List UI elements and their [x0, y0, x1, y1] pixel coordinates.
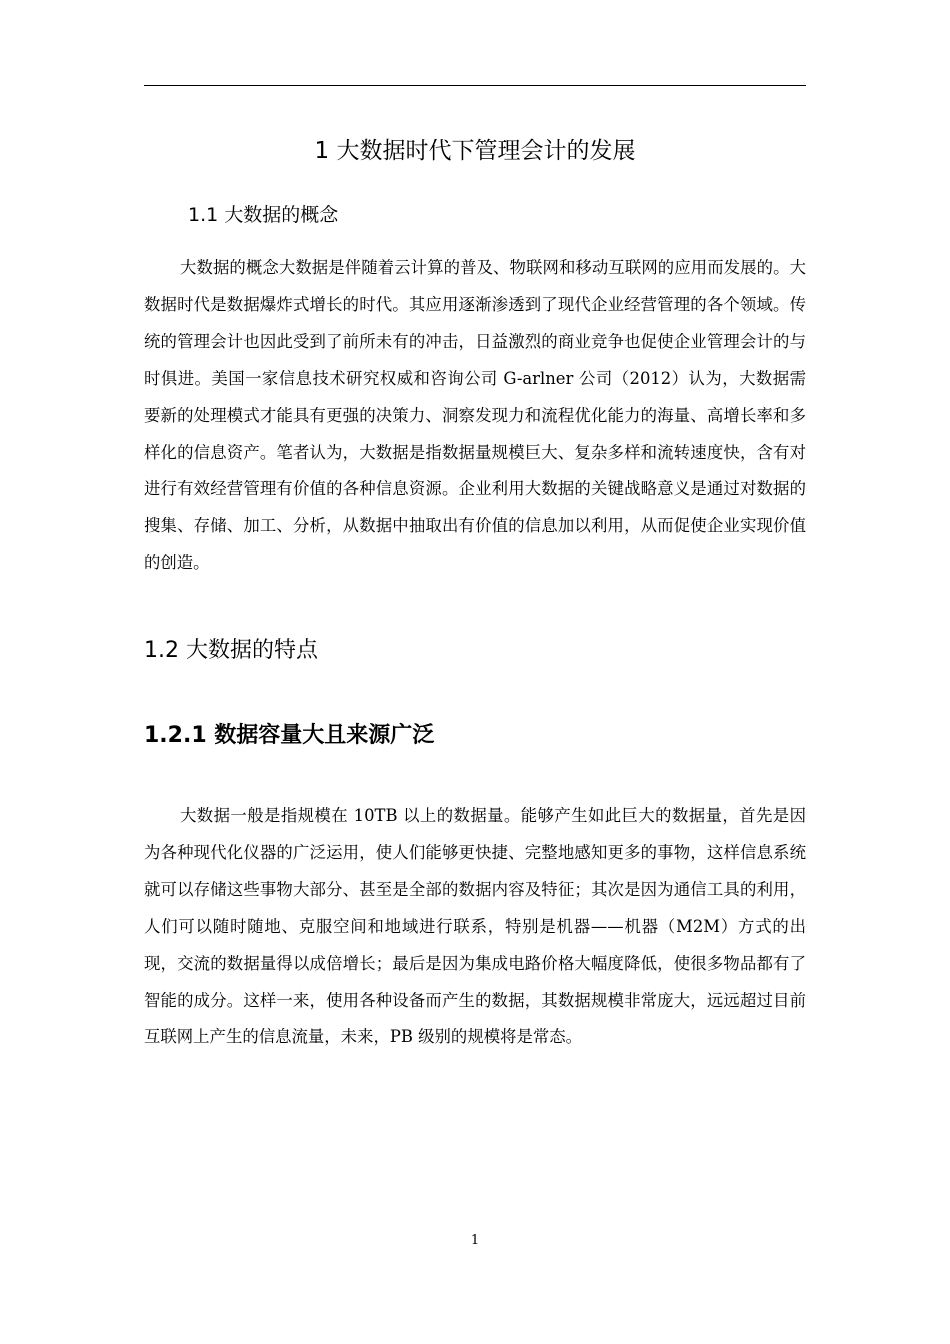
section-1-2-1-body: 大数据一般是指规模在 10TB 以上的数据量。能够产生如此巨大的数据量，首先是因为各种现代化仪器的广泛运用，使人们能够更快捷、完整地感知更多的事物，这样信息系统就可以存储这些事物大部分、甚至是全部的数据内容及特征；其次是因为通信工具的利用，人们可以随时随地、克服空间和地域进行联系，特别是机器——机器（M2M）方式的出现，交流的数据量得以成倍增长；最后是因为集成电路价格大幅度降低，使很多物品都有了智能的成分。这样一来，使用各种设备而产生的数据，其数据规模非常庞大，远远超过目前互联网上产生的信息流量，未来，PB 级别的规模将是常态。	[144, 806, 806, 1047]
section-1-1-body: 大数据的概念大数据是伴随着云计算的普及、物联网和移动互联网的应用而发展的。大数据时代是数据爆炸式增长的时代。其应用逐渐渗透到了现代企业经营管理的各个领域。传统的管理会计也因此受到了前所未有的冲击，日益激烈的商业竞争也促使企业管理会计的与时俱进。美国一家信息技术研究权威和咨询公司 G-arlner 公司（2012）认为，大数据需要新的处理模式才能具有更强的决策力、洞察发现力和流程优化能力的海量、高增长率和多样化的信息资产。笔者认为，大数据是指数据量规模巨大、复杂多样和流转速度快，含有对进行有效经营管理有价值的各种信息资源。企业利用大数据的关键战略意义是通过对数据的搜集、存储、加工、分析，从数据中抽取出有价值的信息加以利用，从而促使企业实现价值的创造。	[144, 258, 806, 573]
chapter-title: 1 大数据时代下管理会计的发展	[314, 138, 636, 164]
page-number: 1	[470, 1233, 480, 1248]
subsection-title-1-2-1: 1.2.1 数据容量大且来源广泛	[144, 723, 435, 748]
section-title-1-2: 1.2 大数据的特点	[144, 638, 318, 663]
header-rule	[144, 85, 806, 86]
section-title-1-1: 1.1 大数据的概念	[188, 204, 339, 226]
